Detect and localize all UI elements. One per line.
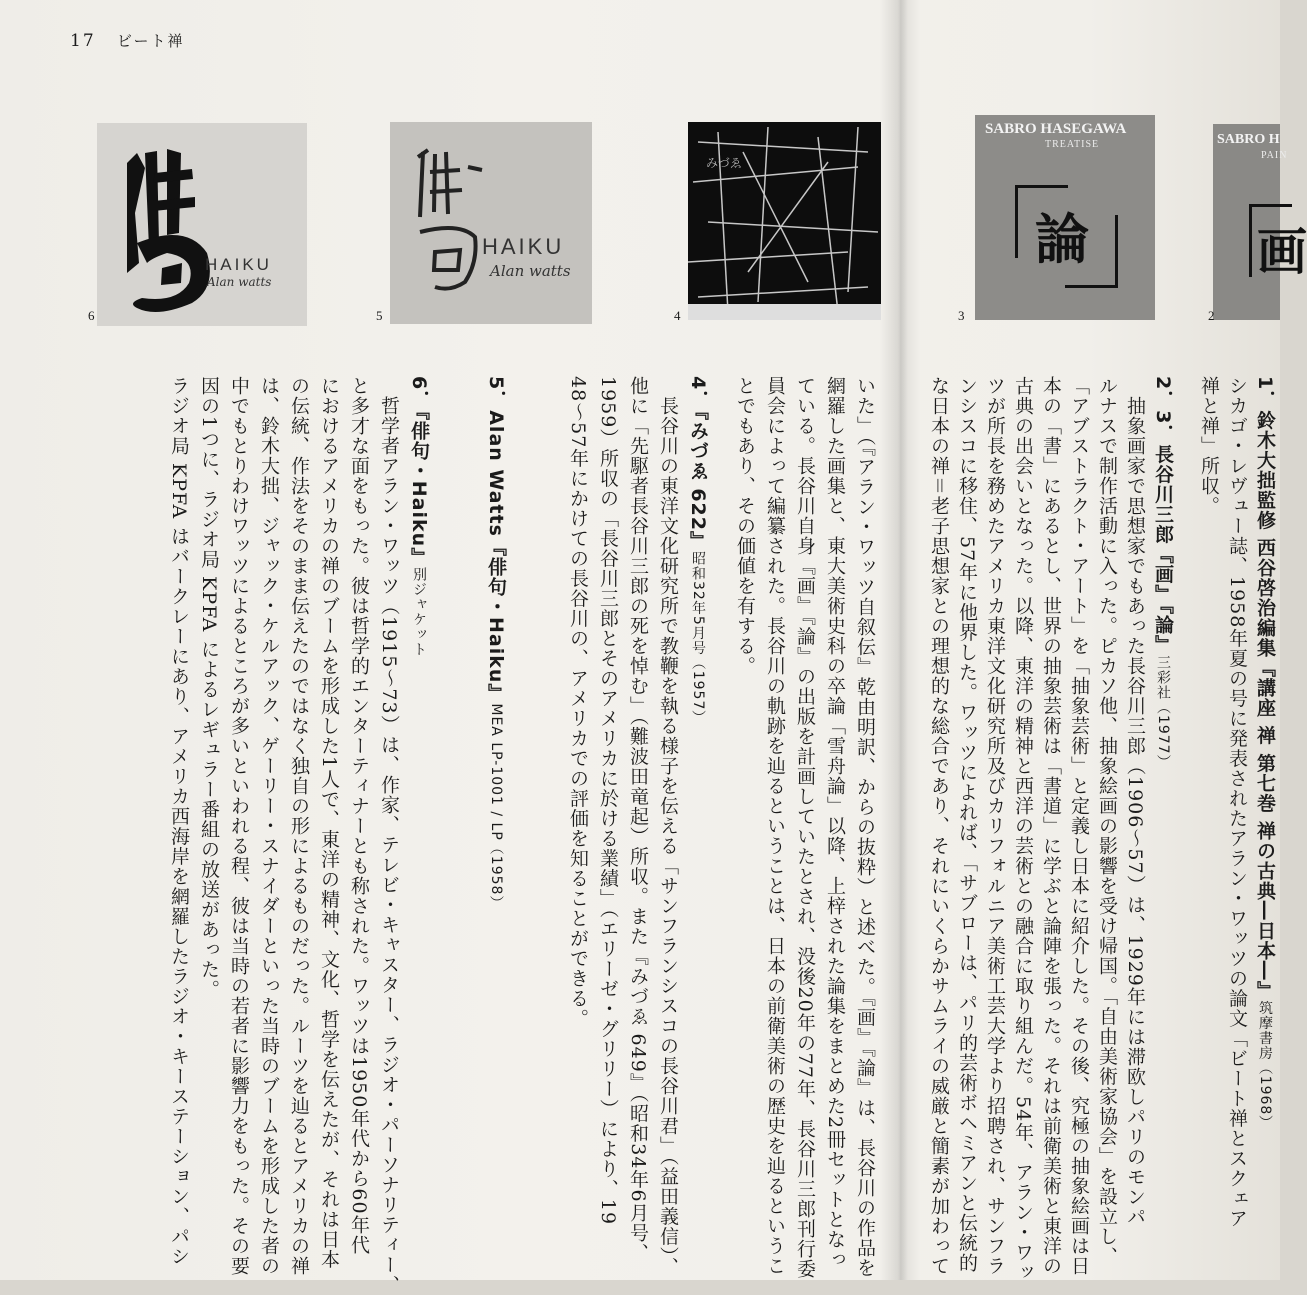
- text-column: 中でもとりわけワッツによるところが多いといわれる程、彼は当時の若者に影響力をもった。その要: [228, 376, 250, 1276]
- cover-subtitle: TREATISE: [1045, 139, 1100, 150]
- cover-author-header: SABRO HASEGAWA: [985, 121, 1127, 137]
- entry-publisher: 三彩社（1977）: [1155, 654, 1171, 770]
- entry-1-heading: [1250, 376, 1279, 1130]
- treatise-cover: [975, 115, 1155, 320]
- cover-kanji-ron: 論: [1035, 207, 1089, 271]
- text-column: 網羅した画集と、東大美術史科の卒論「雪舟論」以降、上梓された論集をまとめた2冊セットとなっ: [824, 376, 846, 1270]
- text-column: と多才な面をもった。彼は哲学的エンターティナーとも称された。ワッツは1950年代から60年代: [348, 376, 370, 1255]
- entry-heading: 2．3．長谷川三郎『画』『論』: [1152, 376, 1174, 655]
- text-column: ている。長谷川自身『画』『論』の出版を計画していたとされ、没後20年の77年、長谷川三郎刊行委: [794, 376, 816, 1279]
- entry-heading: 1．鈴木大拙監修 西谷啓治編集『講座 禅 第七巻 禅の古典―日本―』: [1254, 376, 1276, 1001]
- abstract-brush-strokes: [688, 122, 881, 320]
- text-column: ラジオ局 KPFA はバークレーにあり、アメリカ西海岸を網羅したラジオ・キーステーション、パシ: [168, 376, 190, 1267]
- text-column: ツが所長を務めたアメリカ東洋文化研究所及びカリフォルニア美術工芸大学より招聘され、サンフラ: [984, 376, 1006, 1276]
- entry-publisher: 筑摩書房（1968）: [1257, 1000, 1273, 1131]
- text-column: 「アブストラクト・アート」を「抽象芸術」と定義し日本に紹介した。その後、究極の抽象絵画は日: [1068, 376, 1090, 1276]
- text-column: ンシスコに移住、57年に他界した。ワッツによれば、「サブローは、パリ的芸術ボヘミアンと伝統的: [956, 376, 978, 1273]
- text-column: 古典の出会いとなった。以降、東洋の精神と西洋の芸術との融合に取り組んだ。54年、アラン・ワッ: [1012, 376, 1034, 1283]
- entry-heading: 4．『みづゑ 622』: [687, 376, 709, 551]
- text-column: は、鈴木大拙、ジャック・ケルアック、ゲーリー・スナイダーといった当時のブームを形成した者の: [258, 376, 280, 1276]
- running-head: [70, 30, 184, 51]
- cover-title-mizue: みづゑ: [706, 156, 742, 170]
- text-column: 禅と禅」所収。: [1198, 376, 1220, 516]
- haiku-brush-calligraphy-thin: [390, 122, 592, 324]
- cover-title-haiku: HAIKU: [205, 255, 272, 274]
- text-column: シカゴ・レヴュー誌、1958年夏の号に発表されたアラン・ワッツの論文「ビート禅とスクェア: [1226, 376, 1248, 1229]
- page-number: 17: [70, 31, 96, 51]
- text-column: におけるアメリカの禅のブームを形成した1人で、東洋の精神、文化、哲学を伝えたが、それは日本: [318, 376, 340, 1270]
- entry-publisher: 昭和32年5月号（1957）: [690, 551, 706, 726]
- text-column: 1959）所収の「長谷川三郎とそのアメリカに於ける業績」（エリーゼ・グリリー）により、19: [597, 376, 619, 1226]
- entry-publisher: MEA LP-1001 / LP（1958）: [488, 703, 504, 911]
- figure-number: 3: [958, 308, 965, 323]
- text-column: 抽象画家で思想家でもあった長谷川三郎（1906〜57）は、1929年には滞欧しパリのモンパ: [1124, 376, 1146, 1227]
- entry-heading: 6．『俳句・Haiku』: [408, 376, 430, 568]
- cover-author: Alan watts: [490, 262, 571, 280]
- figure-number: 4: [674, 308, 681, 323]
- figure-number: 6: [88, 308, 95, 323]
- text-column: 因の1つに、ラジオ局 KPFA によるレギュラー番組の放送があった。: [198, 376, 220, 1000]
- text-column: の伝統、作法をそのまま伝えたのではなく独自の形によるものだった。ルーツを辿るとアメリカの禅: [288, 376, 310, 1276]
- text-column: 他に「先駆者長谷川三郎の死を悼む」（難波田竜起）所収。また『みづゑ 649』（昭和34年6月号、: [627, 376, 649, 1263]
- text-column: 本の「書」にあるとし、世界の抽象芸術は「書道」に学ぶと論陣を張った。それは前衛美術と東洋の: [1040, 376, 1062, 1276]
- entry-2-3-heading: [1148, 376, 1177, 770]
- entry-6-heading: [404, 376, 433, 657]
- haiku-cover-image-5: [390, 122, 592, 324]
- text-column: いた」（『アラン・ワッツ自叙伝』乾由明訳、からの抜粋）と述べた。『画』『論』は、長谷川の作品を: [854, 376, 876, 1278]
- entry-4-heading: [683, 376, 712, 725]
- running-title: ビート禅: [117, 32, 185, 50]
- haiku-cover-image-6: [97, 123, 307, 326]
- cover-author-header: SABRO H: [1217, 132, 1280, 147]
- entry-publisher: 別ジャケット: [411, 567, 427, 658]
- entry-heading: 5．Alan Watts『俳句・Haiku』: [485, 376, 507, 704]
- text-column: 哲学者アラン・ワッツ（1915〜73）は、作家、テレビ・キャスター、ラジオ・パーソナリティー、: [378, 376, 400, 1295]
- cover-kanji-ga: 画: [1257, 222, 1307, 281]
- figure-number: 5: [376, 308, 383, 323]
- book-gutter: [880, 0, 920, 1280]
- figure-number: 2: [1208, 308, 1215, 323]
- text-column: 長谷川の東洋文化研究所で教鞭を執る様子を伝える「サンフランシスコの長谷川君」（益田義信）、: [657, 376, 679, 1277]
- text-column: とでもあり、その価値を有する。: [734, 376, 756, 676]
- cover-subtitle: PAIN: [1261, 150, 1288, 161]
- mizue-magazine-cover: [688, 122, 881, 320]
- text-column: ルナスで制作活動に入った。ピカソ他、抽象絵画の影響を受け帰国。「自由美術家協会」を設立し、: [1096, 376, 1118, 1267]
- haiku-brush-calligraphy-bold: [97, 123, 307, 326]
- text-column: な日本の禅＝老子思想家との理想的な総合であり、それにいくらかサムライの威厳と簡素が加わって: [928, 376, 950, 1277]
- text-column: 員会によって編纂された。長谷川の軌跡を辿るということは、日本の前衛美術の歴史を辿るというこ: [764, 376, 786, 1276]
- paintings-cover: [1213, 124, 1307, 320]
- cover-title-haiku: HAIKU: [482, 234, 565, 259]
- entry-5-heading: [481, 376, 510, 910]
- text-column: 48〜57年にかけての長谷川の、アメリカでの評価を知ることができる。: [567, 376, 589, 1029]
- cover-author: Alan watts: [207, 275, 272, 289]
